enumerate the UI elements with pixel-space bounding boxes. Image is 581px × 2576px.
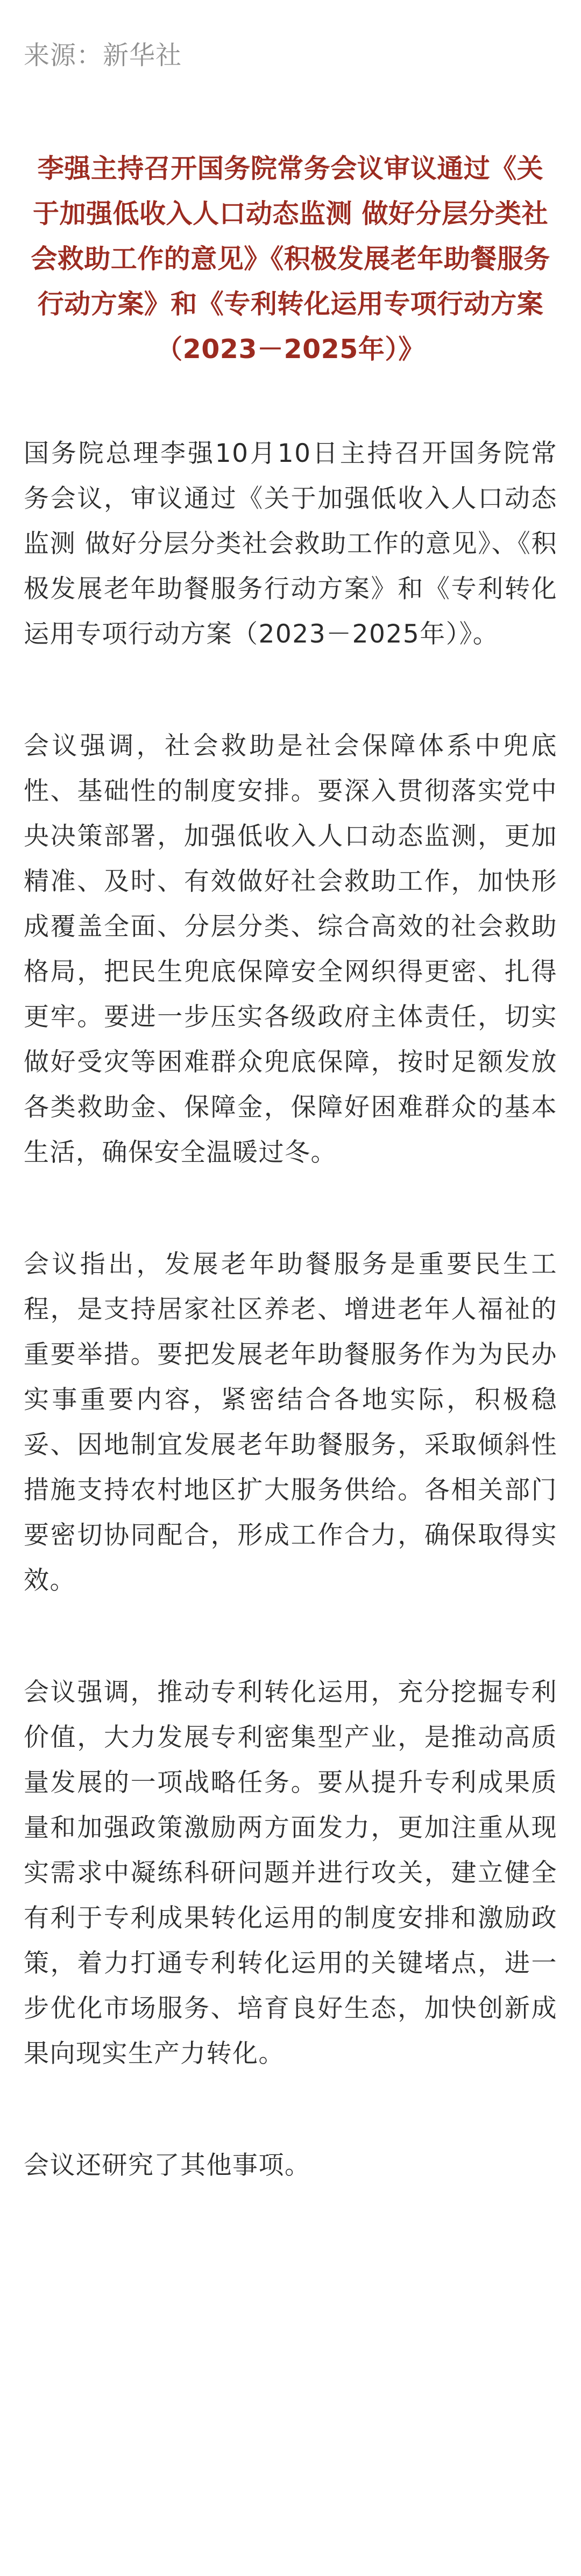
article-paragraph-5: 会议还研究了其他事项。 <box>24 2151 311 2180</box>
article-paragraph-1: 国务院总理李强10月10日主持召开国务院常务会议，审议通过《关于加强低收入人口动态监测 做好分层分类社会救助工作的意见》、《积极发展老年助餐服务行动方案》和《专利转化运用专项行动方案（2023－2025年）》。 <box>24 439 557 649</box>
article-source: 来源：新华社 <box>24 40 182 70</box>
article-paragraph-3: 会议指出，发展老年助餐服务是重要民生工程，是支持居家社区养老、增进老年人福祉的重要举措。要把发展老年助餐服务作为为民办实事重要内容，紧密结合各地实际，积极稳妥、因地制宜发展老年助餐服务，采取倾斜性措施支持农村地区扩大服务供给。各相关部门要密切协同配合，形成工作合力，确保取得实效。 <box>24 1250 557 1595</box>
article-paragraph-4: 会议强调，推动专利转化运用，充分挖掘专利价值，大力发展专利密集型产业，是推动高质量发展的一项战略任务。要从提升专利成果质量和加强政策激励两方面发力，更加注重从现实需求中凝练科研问题并进行攻关，建立健全有利于专利成果转化运用的制度安排和激励政策，着力打通专利转化运用的关键堵点，进一步优化市场服务、培育良好生态，加快创新成果向现实生产力转化。 <box>24 1678 557 2068</box>
article-headline: 李强主持召开国务院常务会议审议通过《关于加强低收入人口动态监测 做好分层分类社会救助工作的意见》《积极发展老年助餐服务行动方案》和《专利转化运用专项行动方案（2023－2025年）》 <box>31 153 550 365</box>
article-paragraph-2: 会议强调，社会救助是社会保障体系中兜底性、基础性的制度安排。要深入贯彻落实党中央决策部署，加强低收入人口动态监测，更加精准、及时、有效做好社会救助工作，加快形成覆盖全面、分层分类、综合高效的社会救助格局，把民生兜底保障安全网织得更密、扎得更牢。要进一步压实各级政府主体责任，切实做好受灾等困难群众兜底保障，按时足额发放各类救助金、保障金，保障好困难群众的基本生活，确保安全温暖过冬。 <box>24 731 557 1167</box>
